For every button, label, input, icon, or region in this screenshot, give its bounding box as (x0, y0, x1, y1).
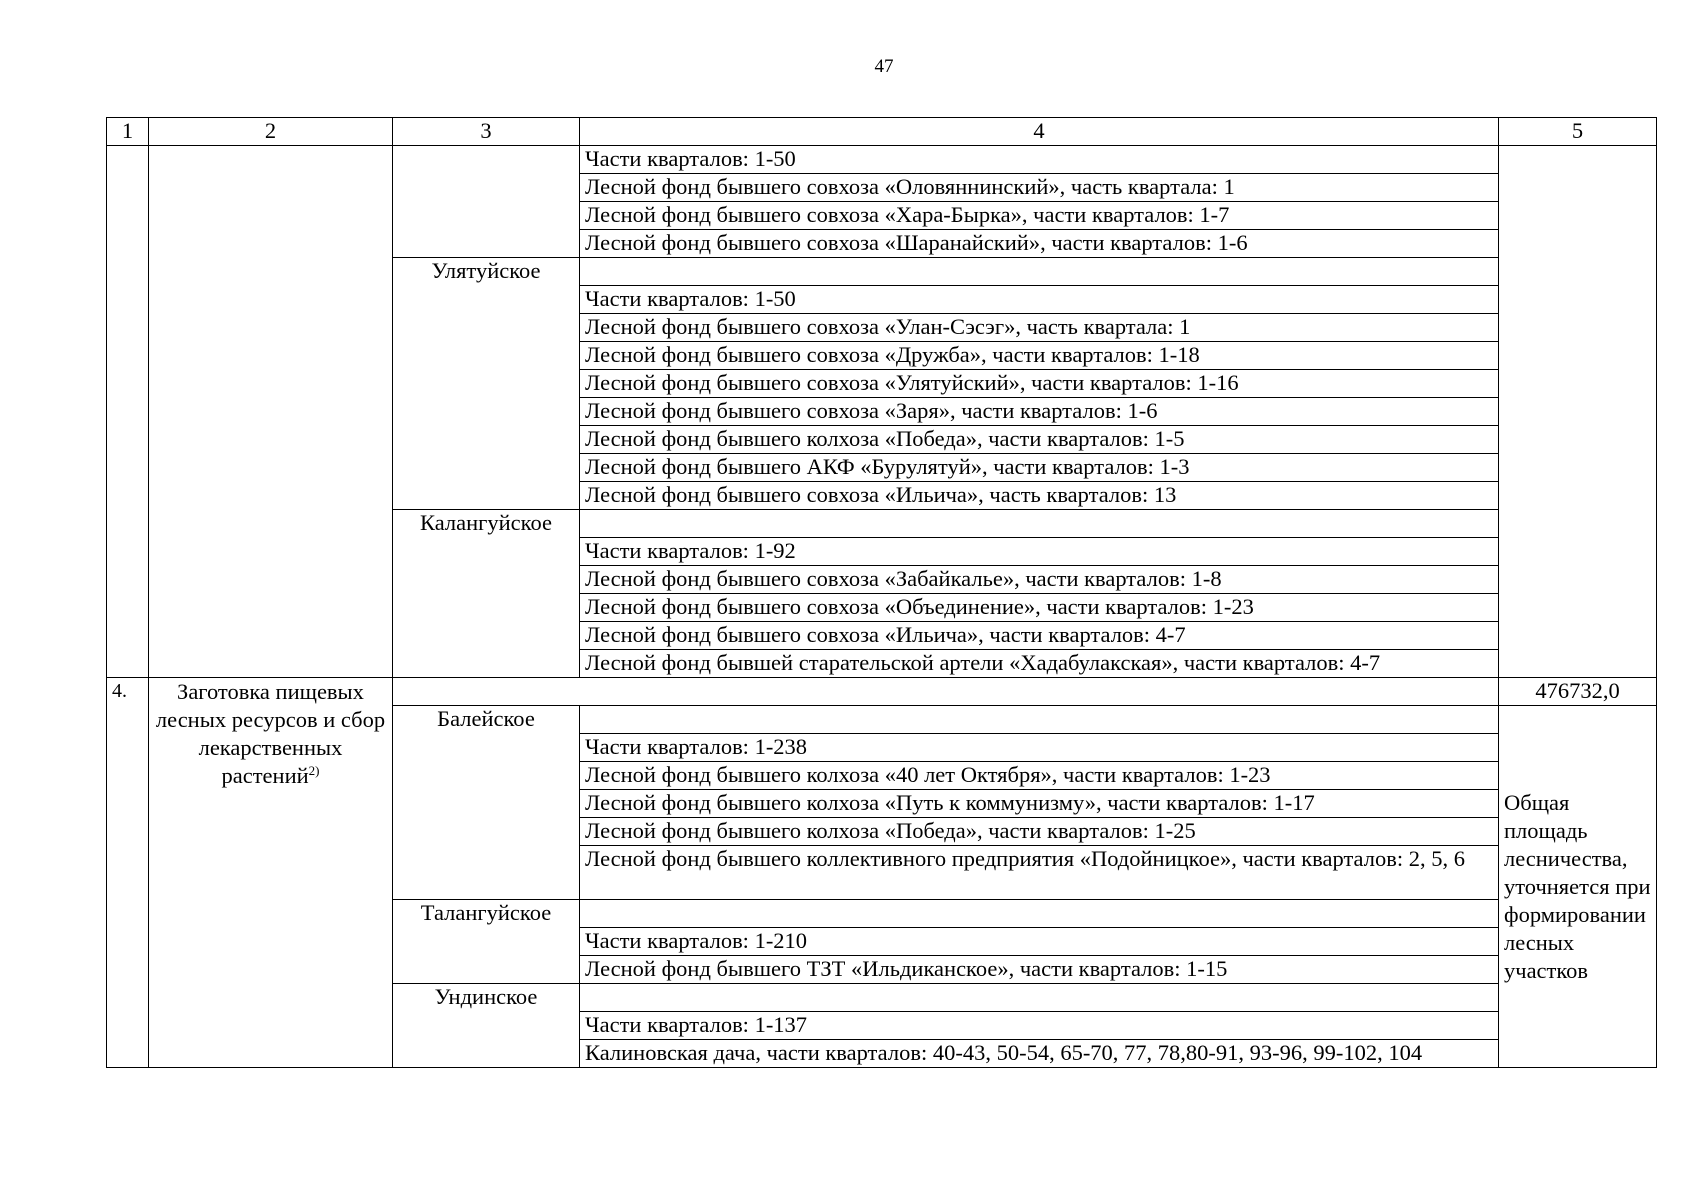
quarter-line (580, 900, 1499, 928)
item-number: 4. (107, 678, 149, 1068)
quarter-line (580, 984, 1499, 1012)
empty-cell (393, 678, 1499, 706)
forestry-name: Ундинское (393, 984, 580, 1068)
quarter-line: Части кварталов: 1-210 (580, 928, 1499, 956)
activity-cell (149, 146, 393, 678)
header-col-5: 5 (1499, 118, 1657, 146)
quarter-line: Лесной фонд бывшего колхоза «Путь к коммунизму», части кварталов: 1-17 (580, 790, 1499, 818)
quarter-line: Лесной фонд бывшего совхоза «Объединение», части кварталов: 1-23 (580, 594, 1499, 622)
header-col-3: 3 (393, 118, 580, 146)
header-col-4: 4 (580, 118, 1499, 146)
table-row (107, 678, 1657, 706)
forestry-cell (393, 146, 580, 258)
quarter-line: Части кварталов: 1-50 (580, 146, 1499, 174)
forestry-name: Калангуйское (393, 510, 580, 678)
quarter-line: Лесной фонд бывшего совхоза «Хара-Бырка», части кварталов: 1-7 (580, 202, 1499, 230)
quarter-line: Лесной фонд бывшей старательской артели «Хадабулакская», части кварталов: 4-7 (580, 650, 1499, 678)
forestry-name: Улятуйское (393, 258, 580, 510)
quarter-line: Лесной фонд бывшего совхоза «Оловяннинский», часть квартала: 1 (580, 174, 1499, 202)
quarter-line: Лесной фонд бывшего совхоза «Улятуйский», части кварталов: 1-16 (580, 370, 1499, 398)
quarter-line (580, 510, 1499, 538)
area-cell (1499, 146, 1657, 678)
area-note: Общая площадь лесничества, уточняется при формировании лесных участков (1499, 706, 1657, 1068)
forestry-name: Талангуйское (393, 900, 580, 984)
quarter-line: Части кварталов: 1-238 (580, 734, 1499, 762)
quarter-line: Лесной фонд бывшего совхоза «Заря», части кварталов: 1-6 (580, 398, 1499, 426)
quarter-line: Лесной фонд бывшего ТЗТ «Ильдиканское», части кварталов: 1-15 (580, 956, 1499, 984)
footnote-mark: 2) (308, 763, 320, 778)
forest-plan-table (106, 117, 1657, 1068)
quarter-line: Части кварталов: 1-137 (580, 1012, 1499, 1040)
quarter-line: Части кварталов: 1-92 (580, 538, 1499, 566)
quarter-line: Лесной фонд бывшего колхоза «Победа», части кварталов: 1-5 (580, 426, 1499, 454)
header-row (107, 118, 1657, 146)
quarter-line: Лесной фонд бывшего совхоза «Ильича», части кварталов: 4-7 (580, 622, 1499, 650)
quarter-line: Лесной фонд бывшего колхоза «40 лет Октября», части кварталов: 1-23 (580, 762, 1499, 790)
forestry-name: Балейское (393, 706, 580, 900)
quarter-line: Лесной фонд бывшего совхоза «Дружба», части кварталов: 1-18 (580, 342, 1499, 370)
quarter-line: Лесной фонд бывшего совхоза «Улан-Сэсэг», часть квартала: 1 (580, 314, 1499, 342)
table-row (107, 146, 1657, 174)
quarter-line: Лесной фонд бывшего АКФ «Бурулятуй», части кварталов: 1-3 (580, 454, 1499, 482)
quarter-line (580, 706, 1499, 734)
quarter-line: Части кварталов: 1-50 (580, 286, 1499, 314)
activity-name: Заготовка пищевых лесных ресурсов и сбор лекарственных растений$^{2)}$ (149, 678, 393, 1068)
quarter-line (580, 258, 1499, 286)
quarter-line: Лесной фонд бывшего коллективного предприятия «Подойницкое», части кварталов: 2, 5, 6 (580, 846, 1499, 900)
number-cell (107, 146, 149, 678)
area-total: 476732,0 (1499, 678, 1657, 706)
header-col-1: 1 (107, 118, 149, 146)
quarter-line: Лесной фонд бывшего совхоза «Забайкалье», части кварталов: 1-8 (580, 566, 1499, 594)
quarter-line: Лесной фонд бывшего совхоза «Ильича», часть кварталов: 13 (580, 482, 1499, 510)
quarter-line: Лесной фонд бывшего колхоза «Победа», части кварталов: 1-25 (580, 818, 1499, 846)
page-number: 47 (874, 56, 894, 77)
quarter-line: Лесной фонд бывшего совхоза «Шаранайский», части кварталов: 1-6 (580, 230, 1499, 258)
quarter-line: Калиновская дача, части кварталов: 40-43, 50-54, 65-70, 77, 78,80-91, 93-96, 99-102, 104 (580, 1040, 1499, 1068)
header-col-2: 2 (149, 118, 393, 146)
